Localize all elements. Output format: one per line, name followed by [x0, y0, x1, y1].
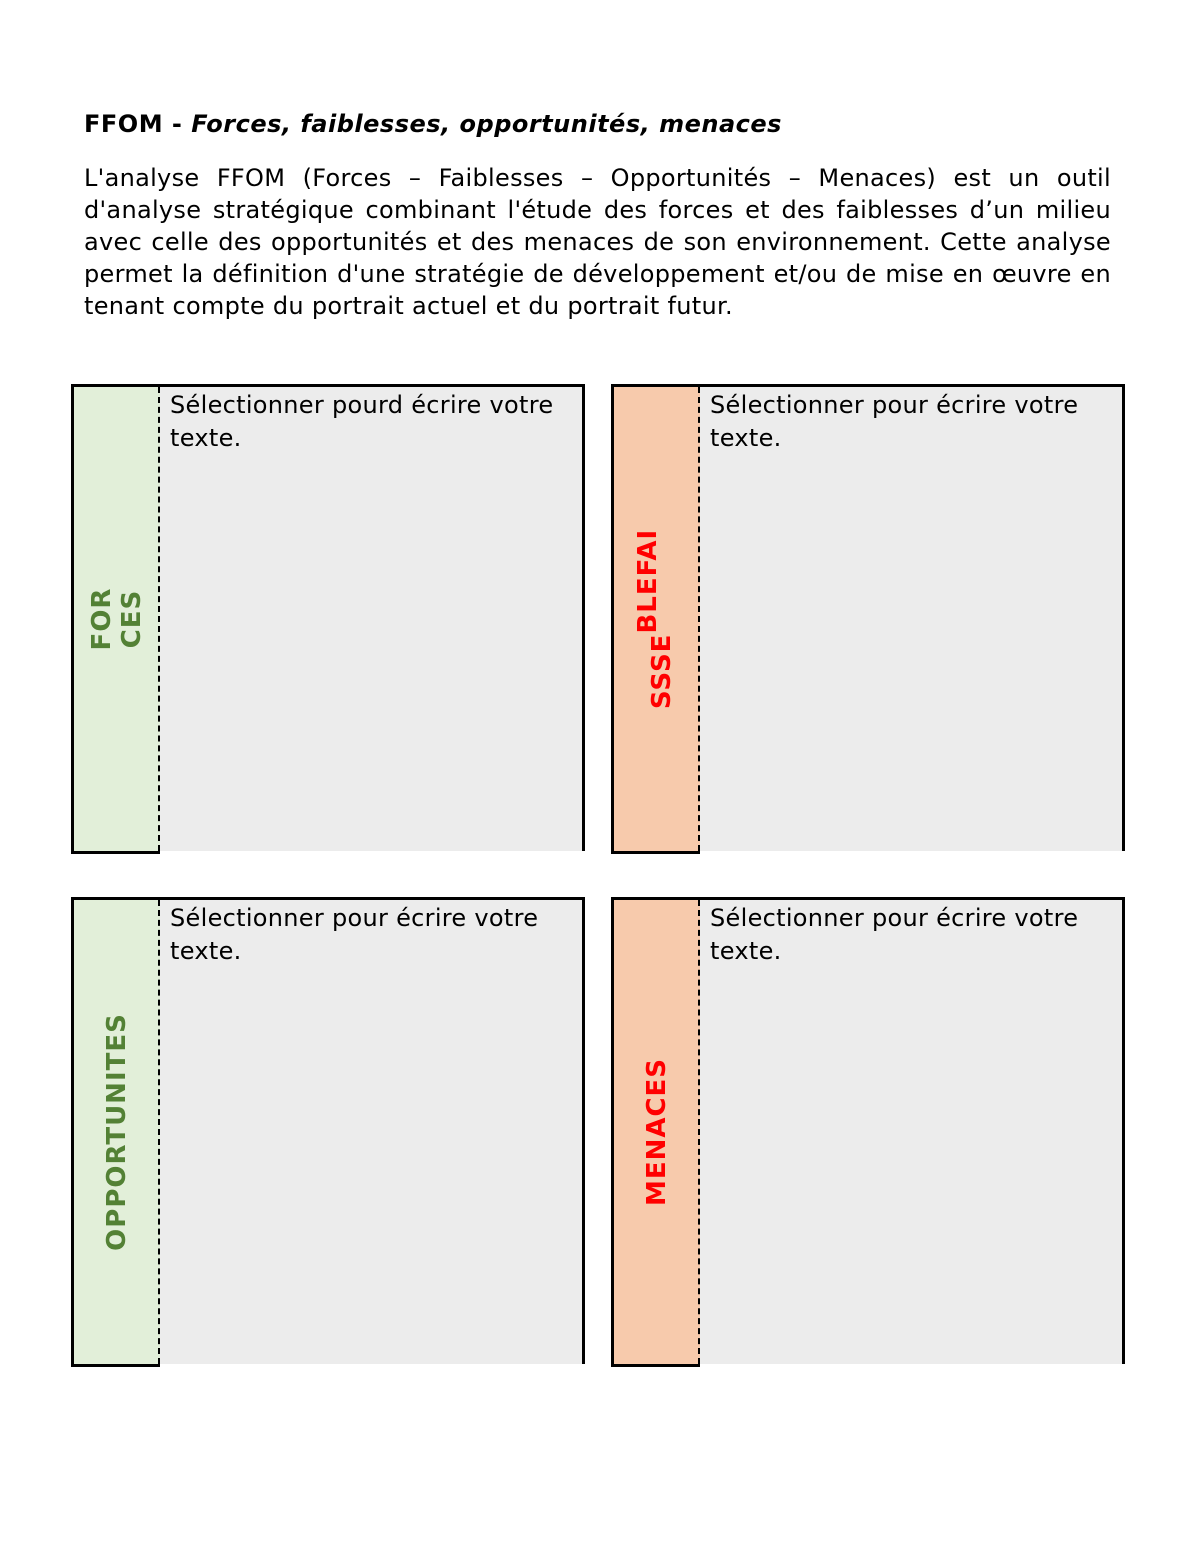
title-subtitle: Forces, faiblesses, opportunités, menaces [191, 110, 782, 138]
quadrant-opportunites [71, 897, 585, 1365]
opportunites-placeholder[interactable]: Sélectionner pour écrire votre texte. [170, 904, 539, 965]
faiblesses-label-bar [611, 384, 700, 854]
quadrant-forces [71, 384, 585, 852]
forces-label-bar [71, 384, 160, 854]
menaces-placeholder[interactable]: Sélectionner pour écrire votre texte. [710, 904, 1079, 965]
forces-placeholder[interactable]: Sélectionner pourd écrire votre texte. [170, 391, 554, 452]
forces-text-area[interactable] [160, 384, 585, 851]
forces-label: FOR CES [87, 587, 147, 651]
page-title [84, 110, 782, 138]
faiblesses-label: $SSSE^{BLEFAI}$ [633, 528, 677, 710]
opportunites-text-area[interactable] [160, 897, 585, 1364]
intro-paragraph: L'analyse FFOM (Forces – Faiblesses – Opportunités – Menaces) est un outil d'analyse stratégique combinant l'étude des forces et des faiblesses d’un milieu avec celle des opportunités et des menaces de son environnement. Cette analyse permet la définition d'une stratégie de développement et/ou de mise en œuvre en tenant compte du portrait actuel et du portrait futur. [84, 164, 1111, 320]
opportunites-label-bar [71, 897, 160, 1367]
title-abbr: FFOM - [84, 110, 183, 138]
quadrant-faiblesses [611, 384, 1125, 852]
faiblesses-placeholder[interactable]: Sélectionner pour écrire votre texte. [710, 391, 1079, 452]
opportunites-label: OPPORTUNITES [102, 1013, 132, 1251]
menaces-text-area[interactable] [700, 897, 1125, 1364]
menaces-label-bar [611, 897, 700, 1367]
menaces-label: MENACES [642, 1057, 672, 1207]
faiblesses-text-area[interactable] [700, 384, 1125, 851]
quadrant-menaces [611, 897, 1125, 1365]
